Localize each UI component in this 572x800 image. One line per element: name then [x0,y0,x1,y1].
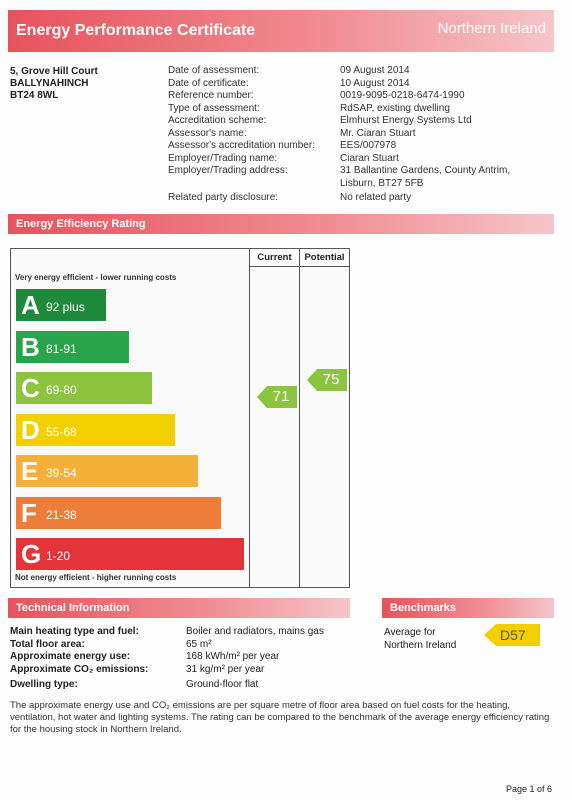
potential-rating-arrow [307,369,347,391]
efficiency-chart [10,248,350,588]
technical-section-bar [8,598,350,618]
band-b [16,331,129,363]
technical-value: Ground-floor flat [186,679,259,690]
detail-value: RdSAP, existing dwelling [340,102,450,114]
benchmark-label-line: Average for [384,627,436,638]
band-c [16,372,152,404]
detail-values [340,65,510,205]
band-letter: D [21,414,40,445]
current-column-header: Current [250,249,299,267]
band-letter: B [21,331,40,362]
property-address [10,66,98,102]
detail-label: Reference number: [168,90,254,101]
technical-section-title: Technical Information [16,602,130,614]
detail-label: Related party disclosure: [168,192,279,203]
band-e [16,455,198,487]
detail-labels [168,65,315,205]
band-letter: A [21,290,40,320]
address-line: 5, Grove Hill Court [10,66,98,77]
band-g [16,538,244,570]
band-range: 1-20 [46,549,71,563]
technical-labels [10,626,148,692]
detail-label [168,178,315,191]
address-line: BT24 8WL [10,90,59,101]
band-range: 21-38 [46,507,77,522]
current-rating-value: 71 [272,388,290,406]
detail-label: Assessor's accreditation number: [168,140,315,151]
efficiency-section-bar [8,214,554,234]
benchmark-label-line: Northern Ireland [384,640,457,651]
potential-column-header: Potential [300,249,349,267]
band-range: 55-68 [46,424,77,439]
technical-label: Main heating type and fuel: [10,626,139,637]
detail-value: Mr. Ciaran Stuart [340,127,416,139]
benchmarks-section-title: Benchmarks [390,602,457,614]
efficiency-section-title: Energy Efficiency Rating [16,218,146,230]
band-letter: G [21,539,42,569]
benchmark-rating-value: D57 [500,627,526,643]
detail-label: Accreditation scheme: [168,115,267,126]
detail-label: Date of assessment: [168,65,260,76]
band-range: 69-80 [46,383,77,397]
band-range: 92 plus [46,300,85,314]
detail-value: No related party [340,192,412,203]
technical-value: Boiler and radiators, mains gas [186,626,324,637]
band-letter: F [21,497,37,528]
detail-label: Assessor's name: [168,127,247,139]
potential-rating-value: 75 [322,370,340,388]
technical-label: Approximate CO₂ emissions: [10,663,149,675]
detail-value: 0019-9095-0218-6474-1990 [340,90,465,101]
band-f [16,497,221,529]
detail-label: Employer/Trading name: [168,152,278,164]
detail-value: Elmhurst Energy Systems Ltd [340,115,472,126]
technical-value: 31 kg/m² per year [186,663,265,675]
technical-note: The approximate energy use and CO₂ emissions are per square metre of floor area based on fuel costs for the heating, ventilation, hot water and lighting systems. The rating can be compared to the benchmark of the average energy efficiency rating for the housing stock in Northern Ireland. [10,700,550,735]
page-title: Energy Performance Certificate [16,22,256,39]
technical-label: Approximate energy use: [10,651,131,662]
region-label: Northern Ireland [437,20,546,37]
header-bar [8,10,554,52]
address-line: BALLYNAHINCH [10,78,89,89]
detail-label: Type of assessment: [168,102,260,114]
band-a [16,289,106,321]
detail-value: 10 August 2014 [340,77,410,89]
technical-value: 168 kWh/m² per year [186,651,280,662]
technical-label: Dwelling type: [10,679,78,690]
detail-value: Ciaran Stuart [340,152,399,164]
band-d [16,414,175,446]
band-range: 81-91 [46,341,77,356]
page-number: Page 1 of 6 [505,784,552,794]
benchmark-rating-arrow [484,624,540,646]
detail-value: 09 August 2014 [340,65,410,76]
technical-value: 65 m² [186,638,212,650]
detail-label: Date of certificate: [168,77,249,89]
current-column [249,249,250,587]
technical-values [186,626,324,692]
band-letter: C [21,373,40,403]
potential-column [299,249,300,587]
detail-value: 31 Ballantine Gardens, County Antrim, [340,165,511,176]
benchmark-label [384,626,456,652]
technical-label: Total floor area: [10,638,85,650]
benchmarks-section-bar [382,598,554,618]
detail-label: Employer/Trading address: [168,165,288,176]
current-rating-arrow [257,386,297,408]
band-letter: E [21,456,39,486]
bottom-caption: Not energy efficient - higher running costs [15,573,177,582]
detail-value: EES/007978 [340,140,397,151]
band-range: 39-54 [46,466,77,480]
top-caption: Very energy efficient - lower running costs [15,273,177,282]
detail-value: Lisburn, BT27 5FB [340,177,424,189]
